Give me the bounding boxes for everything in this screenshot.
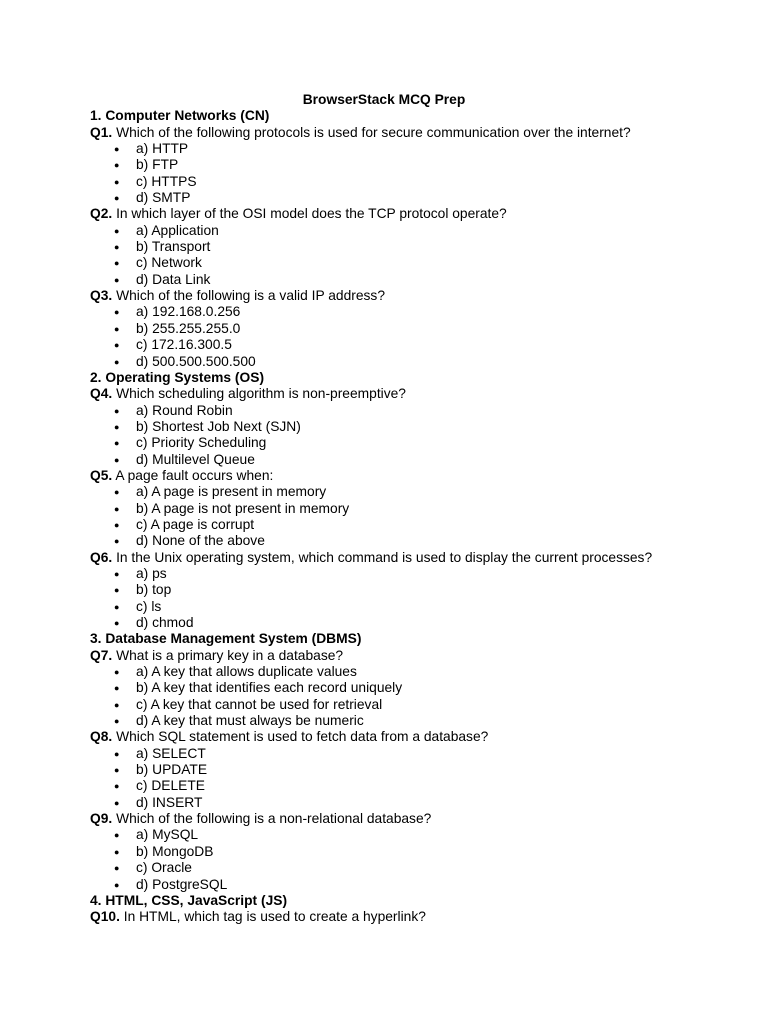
section-heading: 4. HTML, CSS, JavaScript (JS) (90, 892, 288, 908)
question (90, 206, 730, 222)
question-text: Which scheduling algorithm is non-preemptive? (112, 386, 406, 402)
list-item (90, 582, 730, 598)
document-title: BrowserStack MCQ Prep (302, 92, 466, 107)
bullet-icon: ● (114, 765, 120, 776)
option-text: c) HTTPS (136, 173, 197, 189)
question (90, 125, 730, 141)
option-text: a) Application (136, 222, 219, 238)
list-item (90, 141, 730, 157)
list-item (90, 713, 730, 729)
option-text: c) DELETE (136, 778, 205, 794)
bullet-icon: ● (114, 438, 120, 449)
bullet-icon: ● (114, 748, 120, 759)
list-item (90, 190, 730, 206)
list-item (90, 223, 730, 239)
option-list (90, 304, 730, 369)
question (90, 811, 730, 827)
bullet-icon: ● (114, 863, 120, 874)
option-list (90, 141, 730, 206)
list-item (90, 762, 730, 778)
list-item (90, 255, 730, 271)
bullet-icon: ● (114, 405, 120, 416)
question-number: Q8. (90, 729, 113, 745)
list-item (90, 174, 730, 190)
option-text: c) Network (136, 255, 202, 271)
option-text: d) chmod (136, 615, 194, 630)
question-number: Q2. (90, 206, 113, 222)
list-item (90, 452, 730, 468)
option-text: b) MongoDB (136, 843, 214, 859)
bullet-icon: ● (114, 144, 120, 155)
option-list (90, 664, 730, 729)
list-item (90, 272, 730, 288)
list-item (90, 566, 730, 582)
option-text: c) 172.16.300.5 (136, 337, 232, 353)
list-item (90, 337, 730, 353)
question-number: Q7. (90, 647, 113, 663)
bullet-icon: ● (114, 340, 120, 351)
list-item (90, 501, 730, 517)
option-text: a) A page is present in memory (136, 484, 327, 500)
option-text: b) top (136, 582, 172, 598)
bullet-icon: ● (114, 421, 120, 432)
bullet-icon: ● (114, 585, 120, 596)
question-text: In the Unix operating system, which command is used to display the current processes? (112, 549, 653, 565)
question-text: Which SQL statement is used to fetch data from a database? (112, 729, 489, 745)
list-item (90, 680, 730, 696)
list-item (90, 827, 730, 843)
question-number: Q9. (90, 811, 113, 827)
bullet-icon: ● (114, 830, 120, 841)
question (90, 909, 730, 925)
list-item (90, 615, 730, 631)
question-text: What is a primary key in a database? (112, 647, 344, 663)
option-text: c) Priority Scheduling (136, 435, 267, 451)
list-item (90, 664, 730, 680)
bullet-icon: ● (114, 503, 120, 514)
option-text: a) HTTP (136, 141, 189, 157)
list-item (90, 304, 730, 320)
option-text: c) A key that cannot be used for retrieval (136, 696, 383, 712)
bullet-icon: ● (114, 519, 120, 530)
question (90, 648, 730, 664)
option-text: b) A page is not present in memory (136, 500, 350, 516)
option-list (90, 746, 730, 811)
bullet-icon: ● (114, 487, 120, 498)
option-list (90, 827, 730, 892)
option-text: d) PostgreSQL (136, 876, 228, 892)
option-text: a) Round Robin (136, 402, 233, 418)
question (90, 468, 730, 484)
bullet-icon: ● (114, 667, 120, 678)
question-text: In which layer of the OSI model does the TCP protocol operate? (112, 206, 507, 222)
option-text: a) SELECT (136, 745, 206, 761)
document-content (90, 92, 730, 926)
option-text: b) A key that identifies each record uniquely (136, 680, 403, 696)
question (90, 288, 730, 304)
bullet-icon: ● (114, 618, 120, 628)
option-text: d) None of the above (136, 533, 265, 549)
option-text: c) ls (136, 598, 162, 614)
option-list (90, 484, 730, 549)
list-item (90, 599, 730, 615)
bullet-icon: ● (114, 797, 120, 808)
list-item (90, 533, 730, 549)
option-list (90, 403, 730, 468)
option-text: a) 192.168.0.256 (136, 304, 241, 320)
option-text: b) FTP (136, 157, 179, 173)
option-text: a) MySQL (136, 827, 199, 843)
bullet-icon: ● (114, 454, 120, 465)
bullet-icon: ● (114, 846, 120, 857)
option-text: a) A key that allows duplicate values (136, 664, 357, 680)
bullet-icon: ● (114, 242, 120, 253)
option-text: d) Data Link (136, 271, 211, 287)
list-item (90, 419, 730, 435)
option-list (90, 566, 730, 631)
list-item (90, 354, 730, 370)
bullet-icon: ● (114, 879, 120, 890)
question-text: A page fault occurs when: (112, 467, 274, 483)
question-text: Which of the following protocols is used for secure communication over the internet? (112, 124, 631, 140)
bullet-icon: ● (114, 258, 120, 269)
list-item (90, 795, 730, 811)
section-heading: 3. Database Management System (DBMS) (90, 631, 362, 647)
option-text: d) SMTP (136, 190, 191, 206)
bullet-icon: ● (114, 307, 120, 318)
option-text: b) Transport (136, 239, 211, 255)
bullet-icon: ● (114, 274, 120, 285)
bullet-icon: ● (114, 716, 120, 727)
bullet-icon: ● (114, 176, 120, 187)
question-text: Which of the following is a valid IP address? (112, 288, 386, 304)
option-text: d) Multilevel Queue (136, 451, 255, 467)
bullet-icon: ● (114, 160, 120, 171)
question-text: In HTML, which tag is used to create a hyperlink? (119, 909, 426, 925)
option-text: c) Oracle (136, 860, 192, 876)
section-heading: 1. Computer Networks (CN) (90, 108, 270, 124)
list-item (90, 517, 730, 533)
question (90, 550, 730, 566)
list-item (90, 746, 730, 762)
list-item (90, 239, 730, 255)
list-item (90, 403, 730, 419)
list-item (90, 877, 730, 893)
section-heading: 2. Operating Systems (OS) (90, 369, 265, 385)
question-number: Q3. (90, 288, 113, 304)
list-item (90, 157, 730, 173)
bullet-icon: ● (114, 601, 120, 612)
bullet-icon: ● (114, 781, 120, 792)
bullet-icon: ● (114, 536, 120, 547)
option-text: d) 500.500.500.500 (136, 353, 256, 369)
list-item (90, 484, 730, 500)
question-number: Q6. (90, 549, 113, 565)
option-text: b) 255.255.255.0 (136, 320, 241, 336)
question (90, 386, 730, 402)
option-text: d) A key that must always be numeric (136, 713, 364, 729)
bullet-icon: ● (114, 225, 120, 236)
bullet-icon: ● (114, 568, 120, 579)
bullet-icon: ● (114, 699, 120, 710)
list-item (90, 844, 730, 860)
option-text: d) INSERT (136, 794, 203, 810)
option-list (90, 223, 730, 288)
bullet-icon: ● (114, 323, 120, 334)
list-item (90, 697, 730, 713)
option-text: b) Shortest Job Next (SJN) (136, 418, 301, 434)
bullet-icon: ● (114, 683, 120, 694)
question-text: Which of the following is a non-relational database? (112, 811, 432, 827)
list-item (90, 860, 730, 876)
question-number: Q1. (90, 124, 113, 140)
option-text: b) UPDATE (136, 762, 208, 778)
option-text: a) ps (136, 565, 167, 581)
question-number: Q10. (90, 909, 120, 925)
question-number: Q5. (90, 467, 113, 483)
option-text: c) A page is corrupt (136, 516, 255, 532)
bullet-icon: ● (114, 193, 120, 204)
bullet-icon: ● (114, 356, 120, 367)
list-item (90, 435, 730, 451)
list-item (90, 778, 730, 794)
question (90, 729, 730, 745)
list-item (90, 321, 730, 337)
question-number: Q4. (90, 386, 113, 402)
